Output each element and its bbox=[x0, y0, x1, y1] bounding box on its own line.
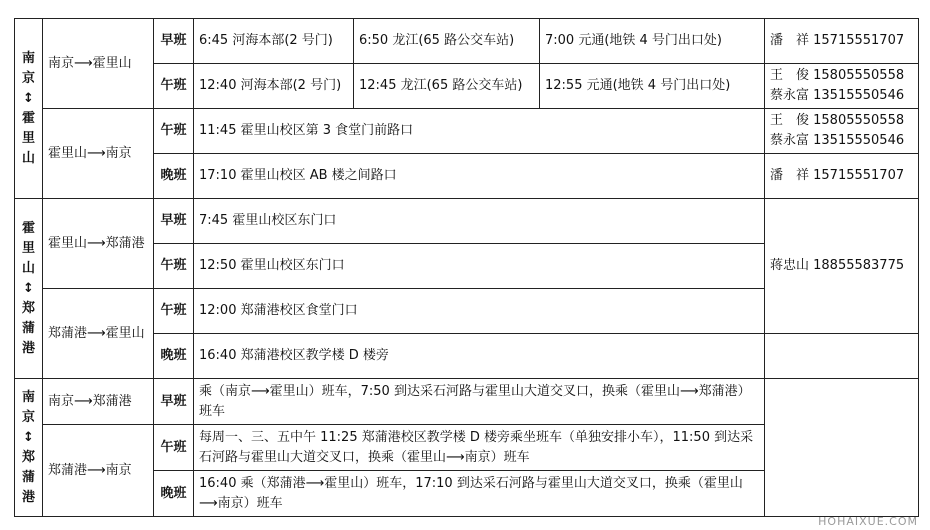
contact-name-phone: 潘 祥 15715551707 bbox=[770, 168, 905, 183]
transfer-note-text: 每周一、三、五中午 11:25 郑蒲港校区教学楼 D 楼旁乘坐班车（单独安排小车），11:50 到达采石河路与霍里山大道交叉口，换乘（霍里山⟶南京）班车 bbox=[199, 429, 754, 465]
contact-name-phone: 蔡永富 13515550546 bbox=[770, 88, 905, 103]
contact-name-phone: 王 俊 15805550558 bbox=[770, 68, 905, 83]
stop-cell: 12:00 郑蒲港校区食堂门口 bbox=[194, 289, 765, 334]
stop-cell: 17:10 霍里山校区 AB 楼之间路口 bbox=[194, 154, 765, 199]
stop-cell: 16:40 郑蒲港校区教学楼 D 楼旁 bbox=[194, 334, 765, 379]
contact-cell-empty bbox=[765, 379, 919, 517]
direction-label: 南京⟶郑蒲港 bbox=[43, 379, 154, 425]
shift-label: 晚班 bbox=[154, 334, 194, 379]
stop-cell: 6:45 河海本部(2 号门) bbox=[194, 19, 354, 64]
table-row bbox=[15, 199, 919, 244]
shift-label: 早班 bbox=[154, 379, 194, 425]
contact-cell-empty bbox=[765, 334, 919, 379]
watermark: HOHAIXUE.COM bbox=[818, 515, 918, 528]
contact-name-phone: 潘 祥 15715551707 bbox=[770, 33, 905, 48]
transfer-note bbox=[194, 425, 765, 471]
stop-cell: 7:45 霍里山校区东门口 bbox=[194, 199, 765, 244]
direction-label: 郑蒲港⟶南京 bbox=[43, 425, 154, 517]
shift-label: 早班 bbox=[154, 19, 194, 64]
direction-label: 南京⟶霍里山 bbox=[43, 19, 154, 109]
contact-name-phone: 蔡永富 13515550546 bbox=[770, 133, 905, 148]
shift-label: 晚班 bbox=[154, 154, 194, 199]
shift-label: 午班 bbox=[154, 425, 194, 471]
stop-cell: 12:45 龙江(65 路公交车站) bbox=[354, 64, 540, 109]
stop-cell: 11:45 霍里山校区第 3 食堂门前路口 bbox=[194, 109, 765, 154]
shift-label: 早班 bbox=[154, 199, 194, 244]
stop-cell: 12:40 河海本部(2 号门) bbox=[194, 64, 354, 109]
direction-label: 霍里山⟶南京 bbox=[43, 109, 154, 199]
contact-cell bbox=[765, 64, 919, 109]
stop-cell: 6:50 龙江(65 路公交车站) bbox=[354, 19, 540, 64]
contact-cell bbox=[765, 109, 919, 154]
direction-label: 郑蒲港⟶霍里山 bbox=[43, 289, 154, 379]
transfer-note-text: 16:40 乘（郑蒲港⟶霍里山）班车，17:10 到达采石河路与霍里山大道交叉口，换乘（霍里山⟶南京）班车 bbox=[199, 475, 743, 511]
contact-cell bbox=[765, 154, 919, 199]
shift-label: 午班 bbox=[154, 244, 194, 289]
contact-cell bbox=[765, 19, 919, 64]
shuttle-schedule-table bbox=[14, 18, 919, 517]
shift-label: 午班 bbox=[154, 289, 194, 334]
contact-name-phone: 蒋忠山 18855583775 bbox=[770, 258, 905, 273]
transfer-note-text: 乘（南京⟶霍里山）班车，7:50 到达采石河路与霍里山大道交叉口，换乘（霍里山⟶郑蒲港）班车 bbox=[199, 383, 751, 419]
shift-label: 午班 bbox=[154, 64, 194, 109]
table-row bbox=[15, 19, 919, 64]
stop-cell: 12:50 霍里山校区东门口 bbox=[194, 244, 765, 289]
stop-cell: 7:00 元通(地铁 4 号门出口处) bbox=[540, 19, 765, 64]
transfer-note bbox=[194, 379, 765, 425]
transfer-note bbox=[194, 471, 765, 517]
region-label-nj-hls: 南 京 ↕ 霍 里 山 bbox=[15, 19, 43, 199]
shift-label: 晚班 bbox=[154, 471, 194, 517]
shift-label: 午班 bbox=[154, 109, 194, 154]
table-row bbox=[15, 109, 919, 154]
contact-name-phone: 王 俊 15805550558 bbox=[770, 113, 905, 128]
table-row bbox=[15, 379, 919, 425]
stop-cell: 12:55 元通(地铁 4 号门出口处) bbox=[540, 64, 765, 109]
region-label-nj-zpg: 南 京 ↕ 郑 蒲 港 bbox=[15, 379, 43, 517]
contact-cell bbox=[765, 199, 919, 334]
direction-label: 霍里山⟶郑蒲港 bbox=[43, 199, 154, 289]
region-label-hls-zpg: 霍 里 山 ↕ 郑 蒲 港 bbox=[15, 199, 43, 379]
